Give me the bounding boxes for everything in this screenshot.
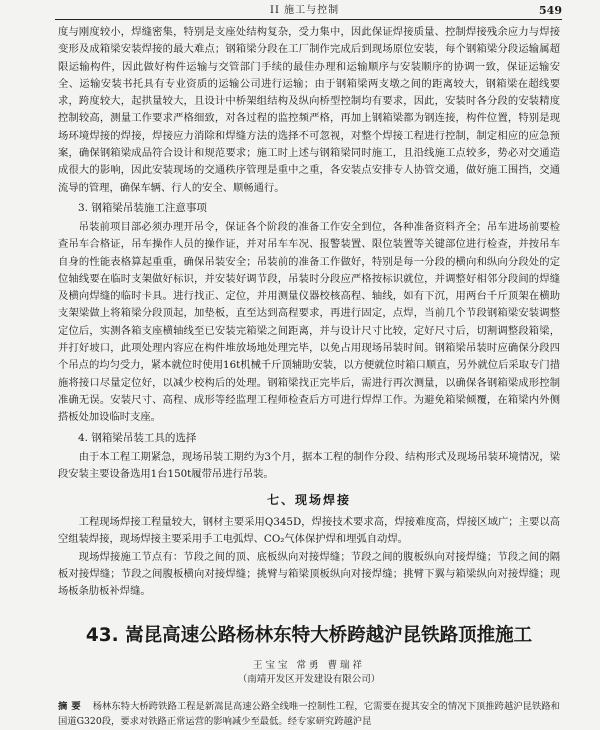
running-header	[55, 3, 562, 20]
page-body	[58, 24, 560, 730]
chapter-affiliation: （南靖开发区开发建设有限公司）	[237, 673, 381, 685]
abstract-text: 杨林东特大桥跨铁路工程是新嵩昆高速公路全线唯一控制性工程，它需要在提其安全的情况下顶推跨越沪昆铁路和国道G320段，要求对铁路正常运营的影响减少至最低。经专家研究跨越沪昆	[58, 700, 560, 728]
chapter-title: 43. 嵩昆高速公路杨林东特大桥跨越沪昆铁路顶推施工	[85, 624, 533, 646]
section-7-paragraph-1: 工程现场焊接工程量较大，钢材主要采用Q345D，焊接技术要求高，焊接难度高，焊接区域广；主要以高空组装焊接，现场焊接主要采用手工电弧焊、CO₂气体保护焊和埋弧自动焊。	[58, 516, 560, 546]
section-7-heading: 七、现场焊接	[266, 493, 351, 508]
chapter-authors: 王宝宝 常勇 曹瑞祥	[252, 659, 366, 671]
header-section-title: II 施工与控制	[270, 5, 340, 16]
abstract	[58, 699, 560, 730]
section-4-paragraph: 由于本工程工期紧急，现场吊装工期约为3个月，据本工程的制作分段、结构形式及现场吊装环境情况，梁段安装主要设备选用1台150t履带吊进行吊装。	[58, 450, 560, 480]
subheading-4: 4. 钢箱梁吊装工具的选择	[78, 431, 197, 444]
page-number: 549	[539, 4, 562, 17]
subheading-3: 3. 钢箱梁吊装施工注意事项	[78, 201, 207, 214]
intro-paragraph: 度与刚度较小，焊缝密集，特别是支座处结构复杂，受力集中，因此保证焊接质量、控制焊接残余应力与焊接变形及成箱梁安装焊接的最大难点；钢箱梁分段在工厂制作完成后到现场原位安装，每个钢箱梁分段运输属超限运输构件，因此做好构件运输与交管部门手续的最佳办理和运输顺序与安装顺序的协调一致，保证运输安全、运输安装书托具有专业资质的运输公司进行运输；由于钢箱梁两支墩之间的距离较大，钢箱梁在超线要求，跨度较大，起拱量较大，且设计中桥架组结构及纵向桥型控制均有要求，因此，安装时各分段的安装精度控制较高，测量工作要求严格细致，对各过程的监控频严格，再加上钢箱梁都为钢连接，构件位置，特别是现场环境焊接的焊接，焊接应力消除和焊缝方法的选择不可忽视，对整个焊接工程进行控制，制定相应的应急预案，确保钢箱梁成品符合设计和规范要求；施工时上述与钢箱梁同时施工，且沿线施工点较多，势必对交通造成很大的影响，因此安装现场的交通秩序管理是重中之重，各安装点安排专人协管交通，做好施工围挡，交通流导的管理，确保车辆、行人的安全、顺畅通行。	[58, 26, 560, 194]
section-7-paragraph-2: 现场焊接施工节点有：节段之间的顶、底板纵向对接焊缝；节段之间的腹板纵向对接焊缝；节段之间的隔板对接焊缝；节段之间腹板横向对接焊缝；挑臂与箱梁顶板纵向对接焊缝；挑臂下翼与箱梁纵向对接焊缝；现场板条肋板补焊缝。	[58, 550, 560, 598]
section-3-paragraph: 吊装前项目部必须办理开吊令，保证各个阶段的准备工作安全到位，各种准备资料齐全；吊车进场前要检查吊车合格证，吊车操作人员的操作证，并对吊车车况、报警装置、限位装置等关键部位进行检查，并按吊车自身的性能表格算起重重，确保吊装安全；吊装前的准备工作做好，特别是每一分段的横向和纵向分段处的定位轴线要在临时支架做好标识，并安装好调节段，吊装时分段应严格按标识就位，并调整好相邻分段间的焊缝及横向焊缝的临时卡具。进行找正、定位，并用测量仪器校核高程、轴线，如有下沉，用两台千斤顶架在横助支架梁做上将箱梁分段顶起，加垫板，直至达到高程要求，再进行固定，点焊，当前几个节段钢箱梁安装调整定位后，实测各箱支座横轴线至已安装完箱梁之间距离，并与设计尺寸比较，定好尺寸后，切割调整段箱梁，并打好坡口，此项处理内容应在构件堆放场地处理完毕，以免占用现场吊装时间。钢箱梁吊装时应确保分段四个吊点的均匀受力，紧本就位时使用16t机械千斤顶辅助安装，以方便就位时箱口顺直，另外就位后采取专门措施将接口尽量定位好，以减少校构后的处理。钢箱梁找正完毕后，需进行再次测量，以确保各钢箱梁成形控制准确无误。安装尺寸、高程、成形等经监理工程师检查后方可进行焊焊工作。为避免箱梁倾覆，在箱梁内外侧搭板处加设临时支座。	[58, 220, 560, 424]
abstract-label: 摘要	[58, 700, 85, 712]
